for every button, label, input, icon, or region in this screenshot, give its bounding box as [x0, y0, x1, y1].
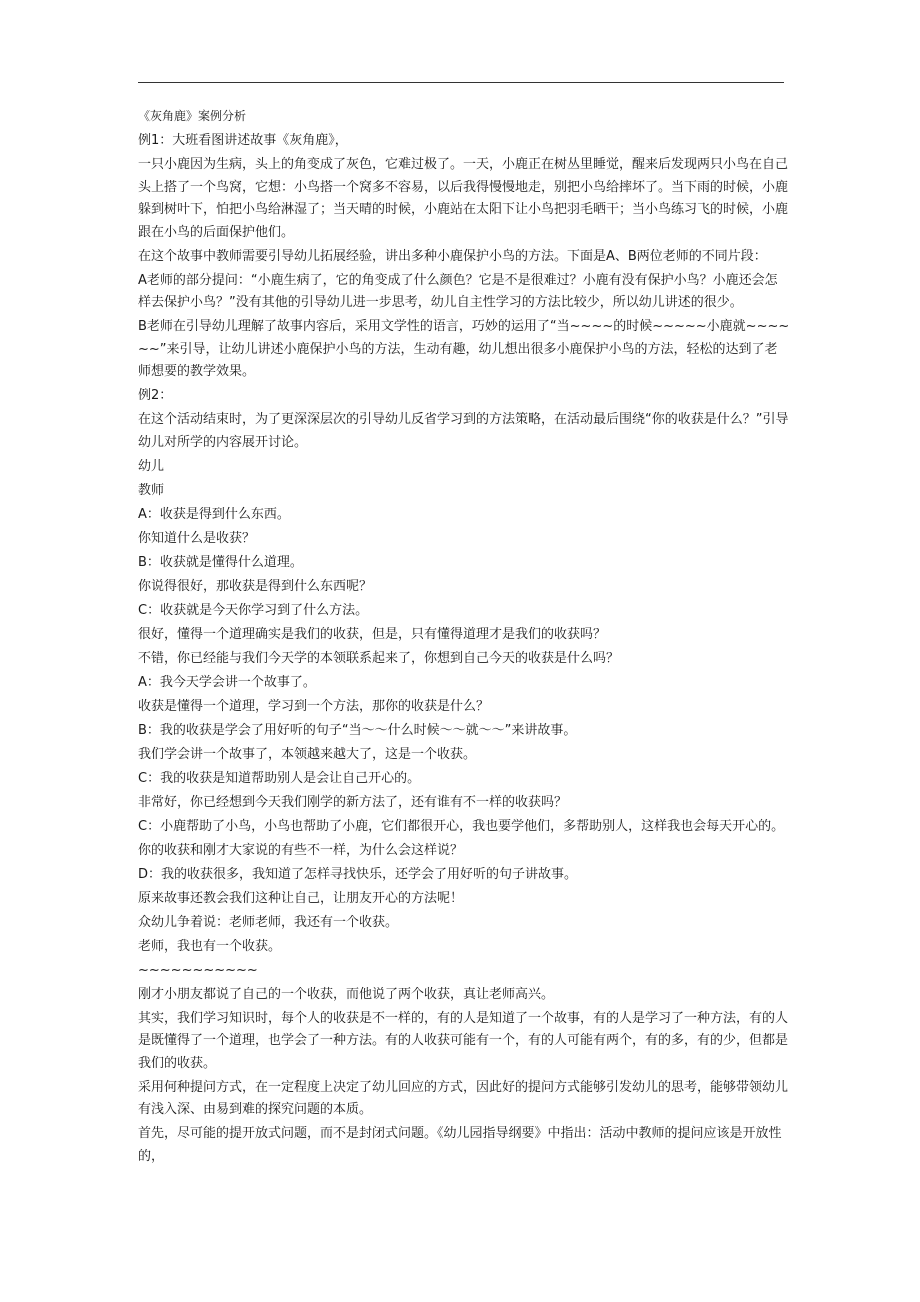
paragraph: 教师	[138, 482, 165, 498]
paragraph: C：小鹿帮助了小鸟，小鸟也帮助了小鹿，它们都很开心，我也要学他们，多帮助别人，这样我也会每天开心的。	[138, 818, 785, 834]
paragraph: 例1：大班看图讲述故事《灰角鹿》，	[138, 133, 348, 148]
paragraph: 很好，懂得一个道理确实是我们的收获，但是，只有懂得道理才是我们的收获吗？	[138, 626, 607, 642]
paragraph: C：我的收获是知道帮助别人是会让自己开心的。	[138, 770, 421, 786]
paragraph: B老师在引导幼儿理解了故事内容后，采用文学性的语言，巧妙的运用了“当~~~~的时候~~~~~小鹿就~~~~~~”来引导，让幼儿讲述小鹿保护小鸟的方法，生动有趣，幼儿想出很多小鹿保护小鸟的方法，轻松的达到了老师想要的教学效果。	[138, 319, 790, 379]
paragraph: 老师，我也有一个收获。	[138, 938, 282, 954]
paragraph: 采用何种提问方式，在一定程度上决定了幼儿回应的方式，因此好的提问方式能够引发幼儿的思考，能够带领幼儿有浅入深、由易到难的探究问题的本质。	[138, 1079, 789, 1117]
header-rule	[138, 82, 784, 83]
paragraph: 我们学会讲一个故事了，本领越来越大了，这是一个收获。	[138, 746, 477, 762]
document-title: 《灰角鹿》案例分析	[138, 109, 247, 123]
paragraph: 众幼儿争着说：老师老师，我还有一个收获。	[138, 914, 399, 930]
paragraph: 不错，你已经能与我们今天学的本领联系起来了，你想到自己今天的收获是什么吗？	[138, 650, 620, 666]
paragraph: 刚才小朋友都说了自己的一个收获，而他说了两个收获，真让老师高兴。	[138, 986, 555, 1002]
paragraph: B：我的收获是学会了用好听的句子“当～～什么时候～～就～～”来讲故事。	[138, 722, 577, 738]
paragraph: ~~~~~~~~~~~	[138, 962, 258, 978]
paragraph: 一只小鹿因为生病，头上的角变成了灰色，它难过极了。一天，小鹿正在树丛里睡觉，醒来后发现两只小鸟在自己头上搭了一个鸟窝，它想：小鸟搭一个窝多不容易，以后我得慢慢地走，别把小鸟给摔坏了。当下雨的时候，小鹿躲到树叶下，怕把小鸟给淋湿了；当天晴的时候，小鹿站在太阳下让小鸟把羽毛晒干；当小鸟练习飞的时候，小鹿跟在小鸟的后面保护他们。	[138, 157, 789, 240]
paragraph: A老师的部分提问：“小鹿生病了，它的角变成了什么颜色？它是不是很难过？小鹿有没有保护小鸟？小鹿还会怎样去保护小鸟？”没有其他的引导幼儿进一步思考，幼儿自主性学习的方法比较少，所以幼儿讲述的很少。	[138, 272, 778, 310]
document-body	[138, 107, 790, 1170]
paragraph: A：我今天学会讲一个故事了。	[138, 674, 316, 690]
paragraph: D：我的收获很多，我知道了怎样寻找快乐，还学会了用好听的句子讲故事。	[138, 866, 578, 882]
paragraph: 其实，我们学习知识时，每个人的收获是不一样的，有的人是知道了一个故事，有的人是学习了一种方法，有的人是既懂得了一个道理，也学会了一种方法。有的人收获可能有一个，有的人可能有两个，有的多，有的少，但都是我们的收获。	[138, 1010, 789, 1071]
paragraph: A：收获是得到什么东西。	[138, 506, 290, 522]
paragraph: 例2：	[138, 388, 173, 403]
paragraph: 你说得很好，那收获是得到什么东西呢？	[138, 578, 373, 594]
paragraph: 在这个故事中教师需要引导幼儿拓展经验，讲出多种小鹿保护小鸟的方法。下面是A、B两位老师的不同片段：	[138, 248, 767, 264]
paragraph: 你知道什么是收获？	[138, 530, 256, 546]
paragraph: 首先，尽可能的提开放式问题，而不是封闭式问题。《幼儿园指导纲要》中指出：活动中教师的提问应该是开放性的，	[138, 1126, 782, 1164]
paragraph: C：收获就是今天你学习到了什么方法。	[138, 602, 369, 618]
paragraph: 非常好，你已经想到今天我们刚学的新方法了，还有谁有不一样的收获吗？	[138, 794, 568, 810]
paragraph: 原来故事还教会我们这种让自己，让朋友开心的方法呢！	[138, 890, 464, 906]
paragraph: 收获是懂得一个道理，学习到一个方法，那你的收获是什么？	[138, 698, 490, 714]
paragraph: 幼儿	[138, 458, 165, 474]
paragraph: 你的收获和刚才大家说的有些不一样，为什么会这样说？	[138, 842, 464, 858]
paragraph: 在这个活动结束时，为了更深深层次的引导幼儿反省学习到的方法策略，在活动最后围绕“你的收获是什么？”引导幼儿对所学的内容展开讨论。	[138, 412, 789, 450]
paragraph: B：收获就是懂得什么道理。	[138, 554, 303, 570]
